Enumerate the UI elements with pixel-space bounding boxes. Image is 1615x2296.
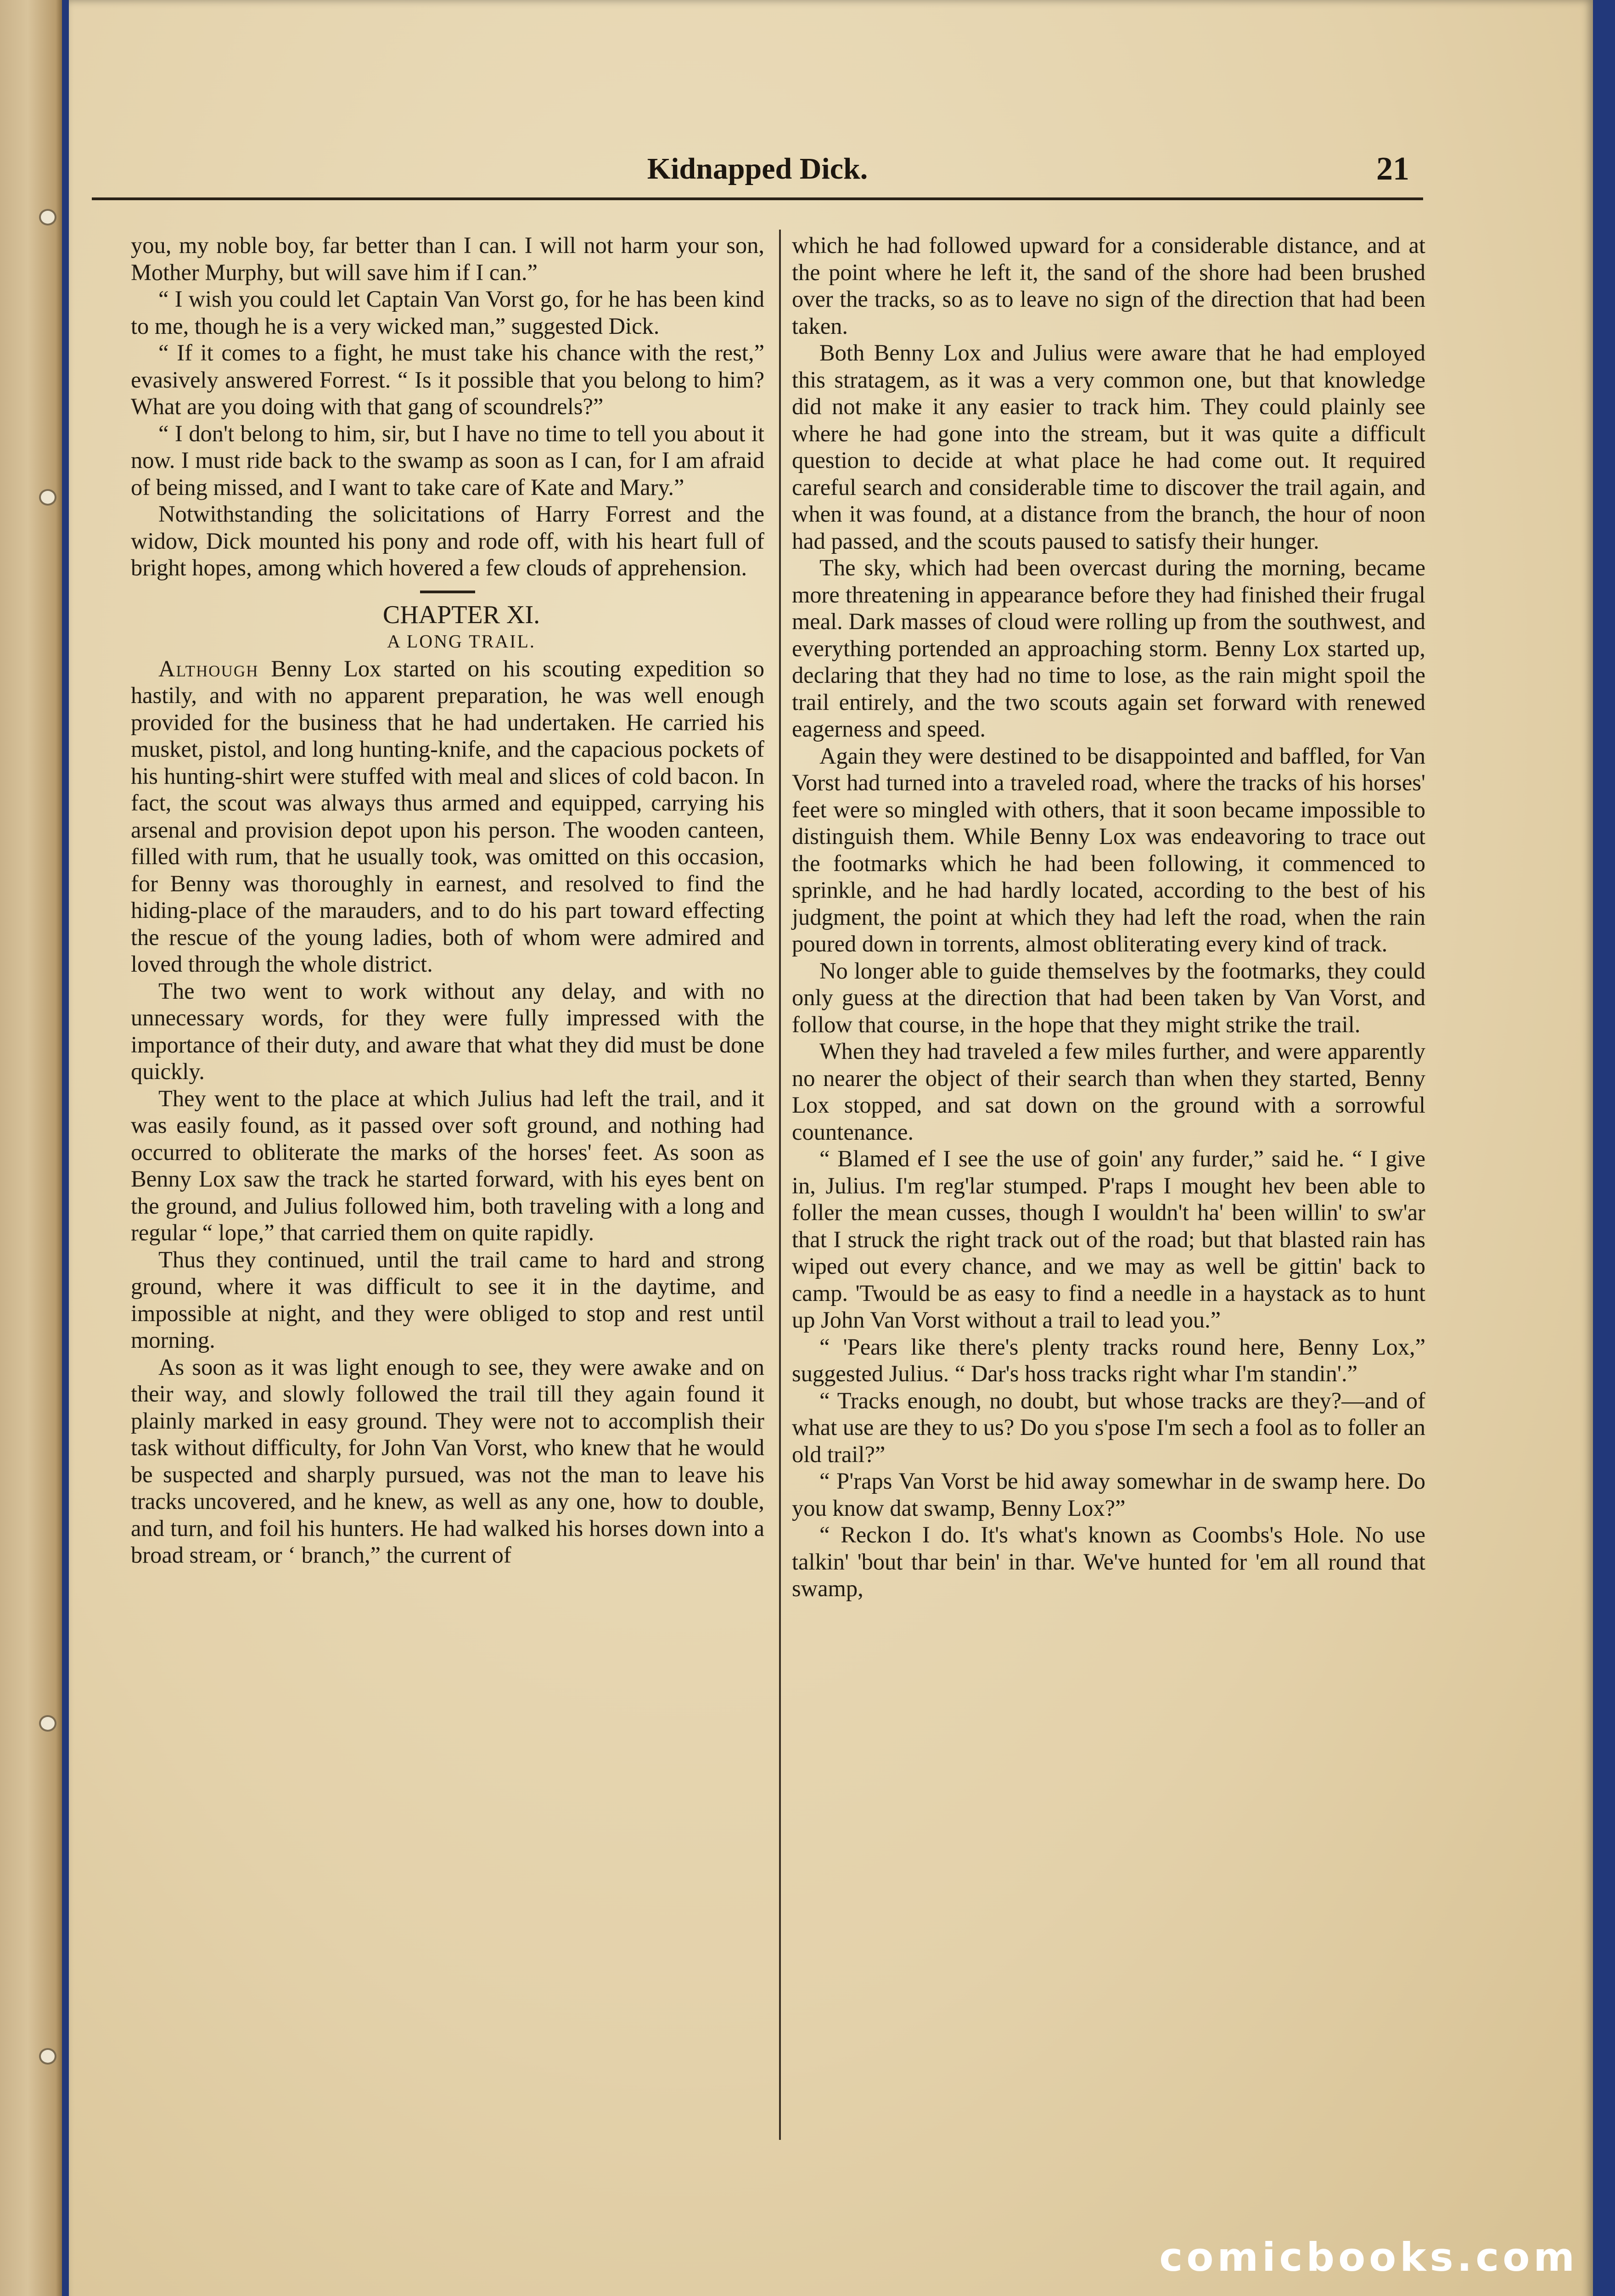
section-divider xyxy=(420,591,475,593)
page-number: 21 xyxy=(1376,150,1409,187)
drop-word: Although xyxy=(158,655,259,681)
paragraph: “ 'Pears like there's plenty tracks round here, Benny Lox,” suggested Julius. “ Dar's hoss tracks right whar I'm standin'.” xyxy=(792,1334,1425,1386)
paragraph: When they had traveled a few miles further, and were apparently no nearer the object of their search than when they started, Benny Lox stopped, and sat down on the ground with a sorrowful countenance. xyxy=(792,1038,1425,1145)
facing-page-edge xyxy=(0,0,62,2296)
paragraph: “ I wish you could let Captain Van Vorst go, for he has been kind to me, though he is a very wicked man,” suggested Dick. xyxy=(131,286,764,339)
paragraph: As soon as it was light enough to see, they were awake and on their way, and slowly followed the trail till they again found it plainly marked in easy ground. They were not to accomplish their task without difficulty, for John Van Vorst, who knew that he would be suspected and sharply pursued, was not the man to leave his tracks uncovered, and he knew, as well as any one, how to double, and turn, and foil his hunters. He had walked his horses down into a broad stream, or ‘ branch,” the current of xyxy=(131,1354,764,1568)
binding-stitch xyxy=(39,489,56,506)
left-column xyxy=(131,232,764,1569)
chapter-title: CHAPTER XI. xyxy=(382,600,540,629)
chapter-first-paragraph xyxy=(131,655,764,978)
column-rule xyxy=(779,230,781,2140)
binding-stitch xyxy=(39,1715,56,1732)
paragraph: you, my noble boy, far better than I can. I will not harm your son, Mother Murphy, but will save him if I can.” xyxy=(131,232,764,285)
running-header xyxy=(92,147,1423,200)
paragraph: “ Reckon I do. It's what's known as Coombs's Hole. No use talkin' 'bout thar bein' in thar. We've hunted for 'em all round that swamp, xyxy=(792,1522,1425,1601)
paragraph: which he had followed upward for a considerable distance, and at the point where he left it, the sand of the shore had been brushed over the tracks, so as to leave no sign of the direction that had been taken. xyxy=(792,232,1425,339)
paragraph: They went to the place at which Julius had left the trail, and it was easily found, as it passed over soft ground, and nothing had occurred to obliterate the marks of the horses' feet. As soon as Benny Lox saw the track he started forward, with his eyes bent on the ground, and Julius followed him, both traveling with a long and regular “ lope,” that carried them on quite rapidly. xyxy=(131,1085,764,1245)
binding-stitch xyxy=(39,209,56,225)
right-column xyxy=(792,232,1425,1602)
paragraph: The two went to work without any delay, and with no unnecessary words, for they were fully impressed with the importance of their duty, and aware that what they did must be done quickly. xyxy=(131,978,764,1084)
paragraph: “ Blamed ef I see the use of goin' any furder,” said he. “ I give in, Julius. I'm reg'lar stumped. P'raps I mought hev been able to foller the mean cusses, though I wouldn't ha' been willin' to sw'ar that I struck the right track out of the road; but that blasted rain has wiped out every chance, and we may as well be gittin' back to camp. 'Twould be as easy to find a needle in a haystack as to hunt up John Van Vorst without a trail to lead you.” xyxy=(792,1146,1425,1333)
paragraph: Again they were destined to be disappointed and baffled, for Van Vorst had turned into a traveled road, where the tracks of his horses' feet were so mingled with others, that it soon became impossible to distinguish them. While Benny Lox was endeavoring to trace out the footmarks which he had been following, it commenced to sprinkle, and he had hardly located, according to the best of his judgment, the point at which they had left the road, when the rain poured down in torrents, almost obliterating every kind of track. xyxy=(792,743,1425,957)
paragraph: Notwithstanding the solicitations of Harry Forrest and the widow, Dick mounted his pony and rode off, with his heart full of bright hopes, among which hovered a few clouds of apprehension. xyxy=(131,501,764,580)
paragraph: The sky, which had been overcast during the morning, became more threatening in appearance before they had finished their frugal meal. Dark masses of cloud were rolling up from the southwest, and everything portended an approaching storm. Benny Lox started up, declaring that they had no time to lose, as the rain might spoil the trail entirely, and the two scouts again set forward with renewed eagerness and speed. xyxy=(792,555,1425,742)
paragraph: Both Benny Lox and Julius were aware that he had employed this stratagem, as it was a very common one, but that knowledge did not make it any easier to track him. They could plainly see where he had gone into the stream, but it was quite a difficult question to decide at what place he had come out. It required careful search and considerable time to discover the trail again, and when it was found, at a distance from the branch, the hour of noon had passed, and the scouts paused to satisfy their hunger. xyxy=(792,340,1425,554)
paragraph: “ I don't belong to him, sir, but I have no time to tell you about it now. I must ride back to the swamp as soon as I can, for I am afraid of being missed, and I want to take care of Kate and Mary.” xyxy=(131,420,764,500)
paragraph-text: Benny Lox started on his scouting expedition so hastily, and with no apparent preparation, he was well enough provided for the business that he had undertaken. He carried his musket, pistol, and long hunting-knife, and the capacious pockets of his hunting-shirt were stuffed with meal and slices of cold bacon. In fact, the scout was always thus armed and equipped, carrying his arsenal and provision depot upon his person. The wooden canteen, filled with rum, that he usually took, was omitted on this occasion, for Benny was thoroughly in earnest, and resolved to find the hiding-place of the marauders, and to do his part toward effecting the rescue of the young ladies, both of whom were admired and loved through the whole district. xyxy=(131,655,764,977)
chapter-subtitle: A LONG TRAIL. xyxy=(387,631,536,652)
paragraph: “ Tracks enough, no doubt, but whose tracks are they?—and of what use are they to us? Do you s'pose I'm sech a fool as to foller an old trail?” xyxy=(792,1387,1425,1467)
paragraph: No longer able to guide themselves by the footmarks, they could only guess at the direction that had been taken by Van Vorst, and follow that course, in the hope that they might strike the trail. xyxy=(792,957,1425,1037)
paragraph: “ P'raps Van Vorst be hid away somewhar in de swamp here. Do you know dat swamp, Benny Lox?” xyxy=(792,1468,1425,1521)
paragraph: “ If it comes to a fight, he must take his chance with the rest,” evasively answered Forrest. “ Is it possible that you belong to him? What are you doing with that gang of scoundrels?” xyxy=(131,340,764,419)
binding-stitch xyxy=(39,2048,56,2065)
paragraph: Thus they continued, until the trail came to hard and strong ground, where it was difficult to see it in the daytime, and impossible at night, and they were obliged to stop and rest until morning. xyxy=(131,1246,764,1353)
running-title: Kidnapped Dick. xyxy=(647,152,868,186)
site-watermark: comicbooks.com xyxy=(1159,2234,1578,2280)
